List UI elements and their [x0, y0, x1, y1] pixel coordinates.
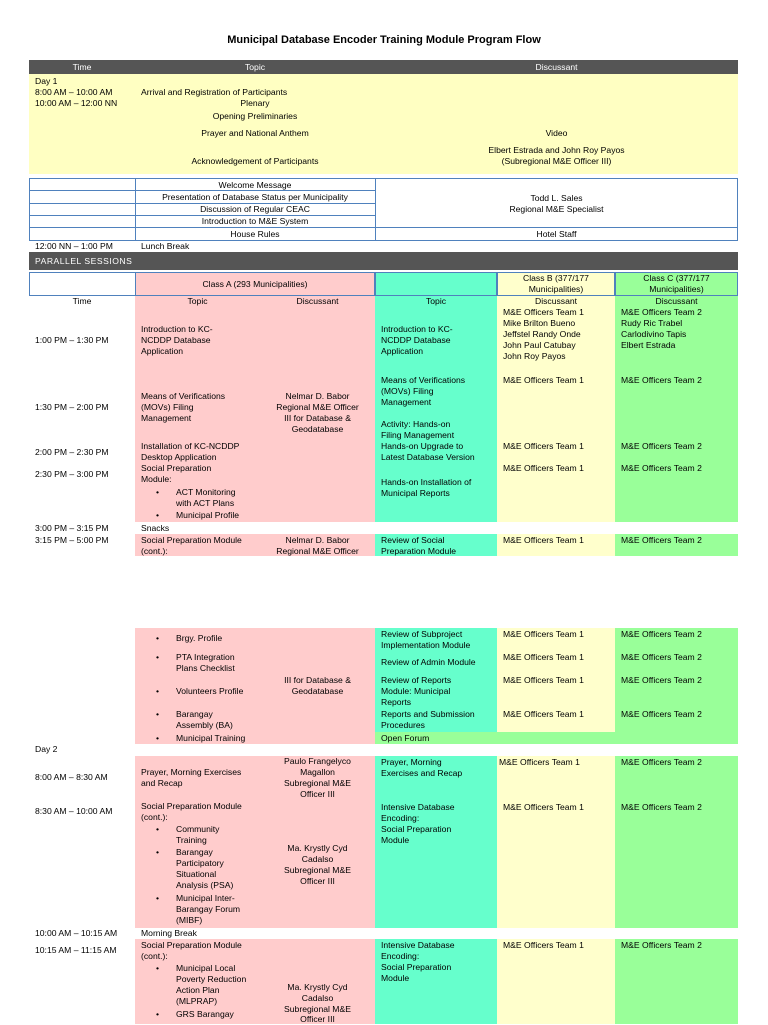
discussant-nelmar-role: Geodatabase	[291, 686, 344, 696]
discussant-krystly-role: Officer III	[300, 876, 335, 886]
team2-label: M&E Officers Team 2	[621, 307, 702, 317]
discussant-todd-role: Regional M&E Specialist	[509, 204, 604, 214]
header-discussant: Discussant	[535, 62, 578, 72]
time-slot: 2:30 PM – 3:00 PM	[35, 469, 109, 479]
day1-label: Day 1	[35, 76, 58, 86]
team1-label: M&E Officers Team 1	[503, 940, 584, 950]
team1-label: M&E Officers Team 1	[503, 535, 584, 545]
discussant-nelmar: Nelmar D. Babor	[285, 535, 350, 545]
topic-b-reports: Municipal Reports	[381, 488, 450, 498]
topic-b-review: Review of Social	[381, 535, 445, 545]
topic-a-install: Installation of KC-NCDDP	[141, 441, 240, 451]
time-slot: 2:00 PM – 2:30 PM	[35, 447, 109, 457]
subheader-discussant-c: Discussant	[655, 296, 698, 306]
discussant-todd: Todd L. Sales	[530, 193, 583, 203]
team2-member: Elbert Estrada	[621, 340, 676, 350]
list-item: Situational	[176, 869, 217, 879]
discussant-paulo-role: Officer III	[300, 789, 335, 799]
list-item: Training	[176, 835, 207, 845]
topic-b-encoding: Intensive Database	[381, 940, 455, 950]
topic-a-mov: (MOVs) Filing	[141, 402, 194, 412]
list-item: • GRS Barangay	[176, 1009, 234, 1020]
discussant-paulo: Magallon	[300, 767, 335, 777]
topic-intro-me: Introduction to M&E System	[201, 216, 309, 226]
time-slot: 12:00 NN – 1:00 PM	[35, 241, 113, 251]
list-item: with ACT Plans	[176, 498, 235, 508]
list-item: Action Plan	[176, 985, 220, 995]
time-slot: 1:00 PM – 1:30 PM	[35, 335, 109, 345]
topic-b-reports-submission: Procedures	[381, 720, 425, 730]
topic-b-intro: Application	[381, 346, 424, 356]
topic-b-reports-submission: Reports and Submission	[381, 709, 475, 719]
team1-member: John Paul Catubay	[503, 340, 576, 350]
team1-label: M&E Officers Team 1	[503, 441, 584, 451]
topic-b-encoding: Encoding:	[381, 813, 420, 823]
topic-b-upgrade: Hands-on Upgrade to	[381, 441, 464, 451]
topic-ack: Acknowledgement of Participants	[191, 156, 319, 166]
topic-a-intro: NCDDP Database	[141, 335, 211, 345]
team1-label: M&E Officers Team 1	[503, 709, 584, 719]
topic-b-encoding: Module	[381, 973, 410, 983]
topic-b-encoding: Module	[381, 835, 410, 845]
topic-opening: Opening Preliminaries	[212, 111, 298, 121]
page-title: Municipal Database Encoder Training Module Program Flow	[227, 34, 541, 46]
list-item: (MLPRAP)	[176, 996, 218, 1006]
topic-a-socprep-cont: Social Preparation Module	[141, 940, 242, 950]
topic-a-socprep: Social Preparation	[141, 463, 212, 473]
topic-a-socprep-cont: Social Preparation Module	[141, 801, 242, 811]
class-b-label-2: Municipalities)	[528, 284, 584, 294]
header-topic: Topic	[244, 62, 266, 72]
subheader-topic-b: Topic	[425, 296, 447, 306]
discussant-krystly: Ma. Krystly Cyd	[287, 843, 348, 853]
topic-a-socprep-cont: (cont.):	[141, 812, 168, 822]
topic-b-intro: NCDDP Database	[381, 335, 451, 345]
topic-a-install: Desktop Application	[141, 452, 217, 462]
table-header	[29, 60, 738, 74]
topic-welcome: Welcome Message	[218, 180, 292, 190]
class-b-label: Class B (377/177	[523, 273, 589, 283]
topic-a-socprep: Module:	[141, 474, 172, 484]
team1-member: John Roy Payos	[503, 351, 566, 361]
team1-label: M&E Officers Team 1	[503, 802, 584, 812]
list-item: Participatory	[176, 858, 224, 868]
list-item: • Volunteers Profile	[176, 686, 243, 697]
topic-a-mov: Management	[141, 413, 192, 423]
discussant-paulo-role: Subregional M&E	[284, 778, 351, 788]
list-item: • Brgy. Profile	[176, 633, 222, 644]
time-slot: 10:00 AM – 12:00 NN	[35, 98, 118, 108]
list-item: • PTA Integration	[176, 652, 235, 663]
topic-b-review-reports: Module: Municipal	[381, 686, 451, 696]
list-item: Assembly (BA)	[176, 720, 233, 730]
topic-b-mov: (MOVs) Filing	[381, 386, 434, 396]
topic-a-intro: Application	[141, 346, 184, 356]
discussant-hotel: Hotel Staff	[536, 229, 577, 239]
subheader-topic-a: Topic	[187, 296, 208, 306]
subheader-time: Time	[72, 296, 92, 306]
topic-b-encoding: Social Preparation	[381, 962, 452, 972]
topic-house: House Rules	[230, 229, 280, 239]
topic-b-mov: Means of Verifications	[381, 375, 466, 385]
topic-open-forum: Open Forum	[381, 733, 430, 743]
topic-b-review-admin: Review of Admin Module	[381, 657, 476, 667]
team1-member: Mike Brilton Bueno	[503, 318, 576, 328]
topic-presentation: Presentation of Database Status per Municipality	[162, 192, 348, 202]
discussant-nelmar: Nelmar D. Babor	[285, 391, 350, 401]
topic-b-prayer: Exercises and Recap	[381, 768, 463, 778]
discussant-nelmar-role: Regional M&E Officer	[276, 546, 359, 556]
list-item: • Municipal Inter-	[176, 893, 235, 904]
topic-ceac: Discussion of Regular CEAC	[200, 204, 310, 214]
team2-label: M&E Officers Team 2	[621, 709, 702, 719]
topic-b-mov: Management	[381, 397, 432, 407]
topic-b-activity: Filing Management	[381, 430, 455, 440]
topic-a-socprep-cont: Social Preparation Module	[141, 535, 242, 545]
parallel-header	[29, 252, 738, 270]
team1-label: M&E Officers Team 1	[503, 629, 584, 639]
header-time: Time	[72, 62, 92, 72]
topic-b-review-reports: Review of Reports	[381, 675, 452, 685]
team2-label: M&E Officers Team 2	[621, 940, 702, 950]
subheader-discussant-b: Discussant	[534, 296, 578, 306]
list-item: • Municipal Training	[176, 733, 245, 744]
discussant-ack-role: (Subregional M&E Officer III)	[501, 156, 612, 166]
team2-member: Carlodivino Tapis	[621, 329, 687, 339]
list-item: Plans Checklist	[176, 663, 235, 673]
topic-b-review-reports: Reports	[381, 697, 412, 707]
team2-label: M&E Officers Team 2	[621, 463, 702, 473]
team1-label: M&E Officers Team 1	[499, 757, 580, 767]
subheader-discussant-a: Discussant	[296, 296, 339, 306]
discussant-krystly-role: Subregional M&E	[284, 1004, 351, 1014]
team2-member: Rudy Ric Trabel	[621, 318, 683, 328]
topic-b-activity: Activity: Hands-on	[381, 419, 451, 429]
team1-label: M&E Officers Team 1	[503, 307, 584, 317]
team1-label: M&E Officers Team 1	[503, 463, 584, 473]
class-c-label: Class C (377/177	[643, 273, 710, 283]
time-slot: 3:15 PM – 5:00 PM	[35, 535, 109, 545]
topic-b-encoding: Social Preparation	[381, 824, 452, 834]
team1-member: Jeffstel Randy Onde	[503, 329, 581, 339]
class-c-label-2: Municipalities)	[649, 284, 704, 294]
list-item: • Municipal Local	[176, 963, 235, 974]
topic-b-review: Preparation Module	[381, 546, 457, 556]
time-slot: 3:00 PM – 3:15 PM	[35, 523, 109, 533]
team2-label: M&E Officers Team 2	[621, 441, 702, 451]
topic-plenary: Plenary	[240, 98, 270, 108]
discussant-krystly-role: Subregional M&E	[284, 865, 351, 875]
team2-label: M&E Officers Team 2	[621, 675, 702, 685]
team2-label: M&E Officers Team 2	[621, 375, 702, 385]
team1-label: M&E Officers Team 1	[503, 675, 584, 685]
team2-label: M&E Officers Team 2	[621, 535, 702, 545]
topic-prayer: Prayer and National Anthem	[201, 128, 309, 138]
discussant-krystly: Cadalso	[301, 854, 334, 864]
discussant-nelmar-role: Geodatabase	[291, 424, 344, 434]
topic-arrival: Arrival and Registration of Participants	[141, 87, 288, 97]
team1-label: M&E Officers Team 1	[503, 375, 584, 385]
topic-b-intro: Introduction to KC-	[381, 324, 453, 334]
list-item: Barangay Forum	[176, 904, 241, 914]
team2-label: M&E Officers Team 2	[621, 629, 702, 639]
discussant-nelmar-role: III for Database &	[284, 675, 351, 685]
snacks-label: Snacks	[141, 523, 170, 533]
time-slot: 10:15 AM – 11:15 AM	[35, 945, 117, 955]
discussant-nelmar-role: Regional M&E Officer	[276, 402, 359, 412]
list-item: • Barangay	[176, 847, 213, 858]
topic-b-review-subproject: Implementation Module	[381, 640, 471, 650]
discussant-krystly-role: Officer III	[300, 1014, 335, 1024]
list-item: • Community	[176, 824, 219, 835]
break-label: Morning Break	[141, 928, 197, 938]
discussant-krystly: Cadalso	[301, 993, 334, 1003]
topic-a-socprep-cont: (cont.):	[141, 951, 168, 961]
discussant-ack: Elbert Estrada and John Roy Payos	[488, 145, 625, 155]
time-slot: 8:30 AM – 10:00 AM	[35, 806, 113, 816]
topic-a-mov: Means of Verifications	[141, 391, 226, 401]
time-slot: 8:00 AM – 8:30 AM	[35, 772, 108, 782]
parallel-label: PARALLEL SESSIONS	[35, 256, 133, 266]
day2-label: Day 2	[35, 744, 58, 754]
class-a-label: Class A (293 Municipalities)	[202, 279, 308, 289]
team2-label: M&E Officers Team 2	[621, 652, 702, 662]
list-item: • Municipal Profile	[176, 510, 239, 521]
list-item: Analysis (PSA)	[176, 880, 234, 890]
team2-label: M&E Officers Team 2	[621, 757, 702, 767]
team2-label: M&E Officers Team 2	[621, 802, 702, 812]
list-item: (MIBF)	[176, 915, 203, 925]
time-slot: 1:30 PM – 2:00 PM	[35, 402, 109, 412]
topic-b-encoding: Intensive Database	[381, 802, 455, 812]
discussant-krystly: Ma. Krystly Cyd	[287, 982, 348, 992]
topic-a-prayer: Prayer, Morning Exercises	[141, 767, 242, 777]
topic-b-review-subproject: Review of Subproject	[381, 629, 463, 639]
time-slot: 8:00 AM – 10:00 AM	[35, 87, 113, 97]
topic-a-socprep-cont: (cont.):	[141, 546, 168, 556]
topic-b-encoding: Encoding:	[381, 951, 420, 961]
list-item: Poverty Reduction	[176, 974, 247, 984]
topic-a-intro: Introduction to KC-	[141, 324, 213, 334]
team1-label: M&E Officers Team 1	[503, 652, 584, 662]
lunch-label: Lunch Break	[141, 241, 190, 251]
discussant-video: Video	[545, 128, 568, 138]
topic-b-reports: Hands-on Installation of	[381, 477, 472, 487]
discussant-paulo: Paulo Frangelyco	[284, 756, 351, 766]
topic-b-prayer: Prayer, Morning	[381, 757, 442, 767]
topic-b-upgrade: Latest Database Version	[381, 452, 475, 462]
discussant-nelmar-role: III for Database &	[284, 413, 351, 423]
list-item: • Barangay	[176, 709, 213, 720]
time-slot: 10:00 AM – 10:15 AM	[35, 928, 118, 938]
topic-a-prayer: and Recap	[141, 778, 183, 788]
list-item: • ACT Monitoring	[176, 487, 236, 498]
